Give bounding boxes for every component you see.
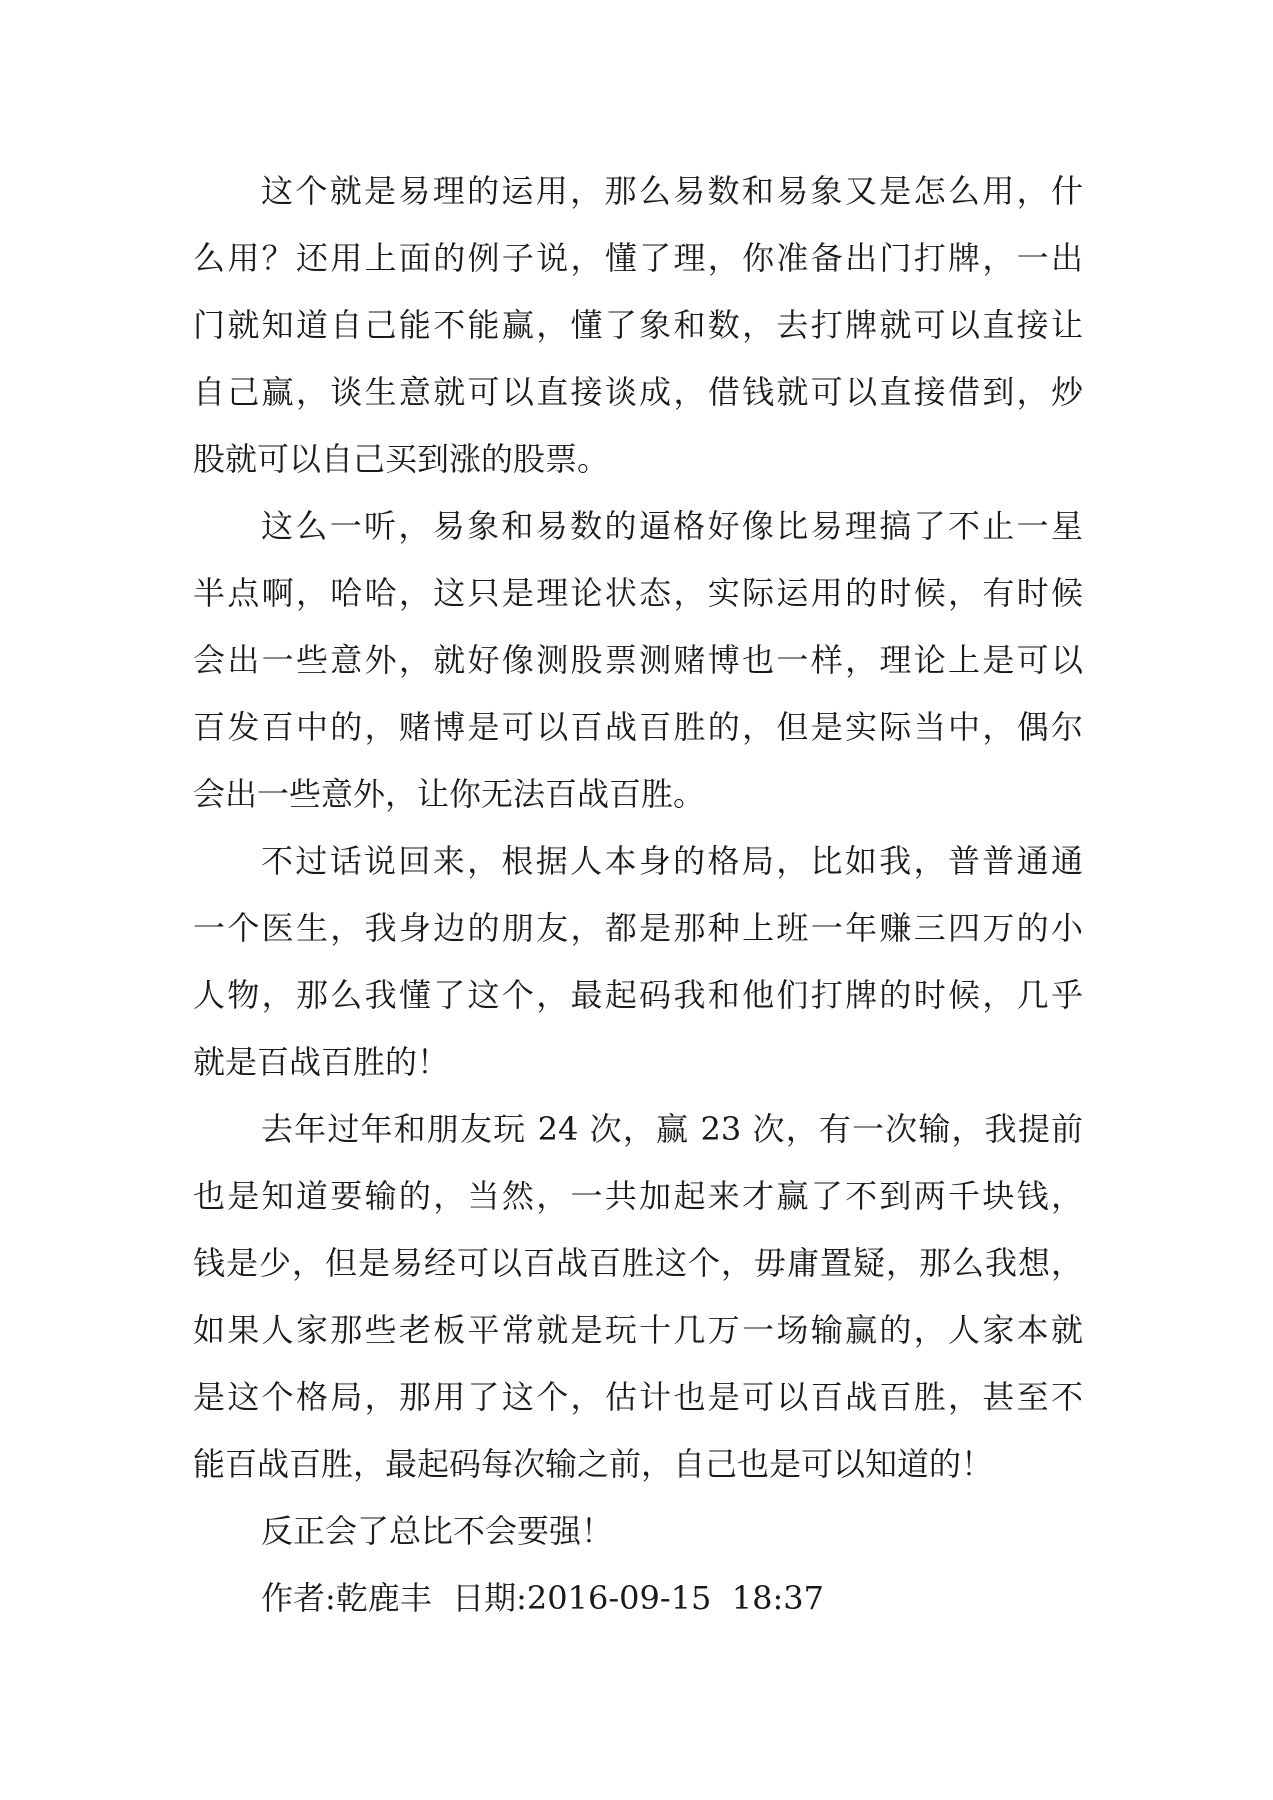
paragraph-5: [193, 1498, 1083, 1565]
paragraph-2: [193, 493, 1083, 828]
text-line: 门就知道自己能不能赢，懂了象和数，去打牌就可以直接让: [193, 306, 1083, 344]
text-line: 股就可以自己买到涨的股票。: [193, 440, 610, 478]
text-line: 人物，那么我懂了这个，最起码我和他们打牌的时候，几乎: [193, 976, 1083, 1014]
text-line: 自己赢，谈生意就可以直接谈成，借钱就可以直接借到，炒: [193, 373, 1083, 411]
text-line: 百发百中的，赌博是可以百战百胜的，但是实际当中，偶尔: [193, 708, 1083, 746]
text-line: 半点啊，哈哈，这只是理论状态，实际运用的时候，有时候: [193, 574, 1083, 612]
text-line: 如果人家那些老板平常就是玩十几万一场输赢的，人家本就: [193, 1311, 1083, 1349]
text-line: 一个医生，我身边的朋友，都是那种上班一年赚三四万的小: [193, 909, 1083, 947]
text-line: 去年过年和朋友玩 24 次，赢 23 次，有一次输，我提前: [261, 1110, 1083, 1148]
paragraph-1: [193, 158, 1083, 493]
text-line: 这么一听，易象和易数的逼格好像比易理搞了不止一星: [261, 507, 1083, 545]
text-line: 能百战百胜，最起码每次输之前，自己也是可以知道的！: [193, 1445, 994, 1483]
document-body: [193, 158, 1083, 1632]
text-line: 么用？还用上面的例子说，懂了理，你准备出门打牌，一出: [193, 239, 1083, 277]
text-line: 也是知道要输的，当然，一共加起来才赢了不到两千块钱，: [193, 1177, 1083, 1215]
text-line: 钱是少，但是易经可以百战百胜这个，毋庸置疑，那么我想，: [193, 1244, 1083, 1282]
author-date-line: 作者:乾鹿丰 日期:2016-09-15 18:37: [261, 1579, 824, 1617]
text-line: 这个就是易理的运用，那么易数和易象又是怎么用，什: [261, 172, 1083, 210]
text-line: 是这个格局，那用了这个，估计也是可以百战百胜，甚至不: [193, 1378, 1083, 1416]
paragraph-3: [193, 828, 1083, 1096]
text-line: 反正会了总比不会要强！: [261, 1512, 614, 1550]
text-line: 不过话说回来，根据人本身的格局，比如我，普普通通: [261, 842, 1083, 880]
text-line: 会出一些意外，就好像测股票测赌博也一样，理论上是可以: [193, 641, 1083, 679]
text-line: 就是百战百胜的！: [193, 1043, 450, 1081]
paragraph-4: [193, 1096, 1083, 1498]
text-line: 会出一些意外，让你无法百战百胜。: [193, 775, 706, 813]
